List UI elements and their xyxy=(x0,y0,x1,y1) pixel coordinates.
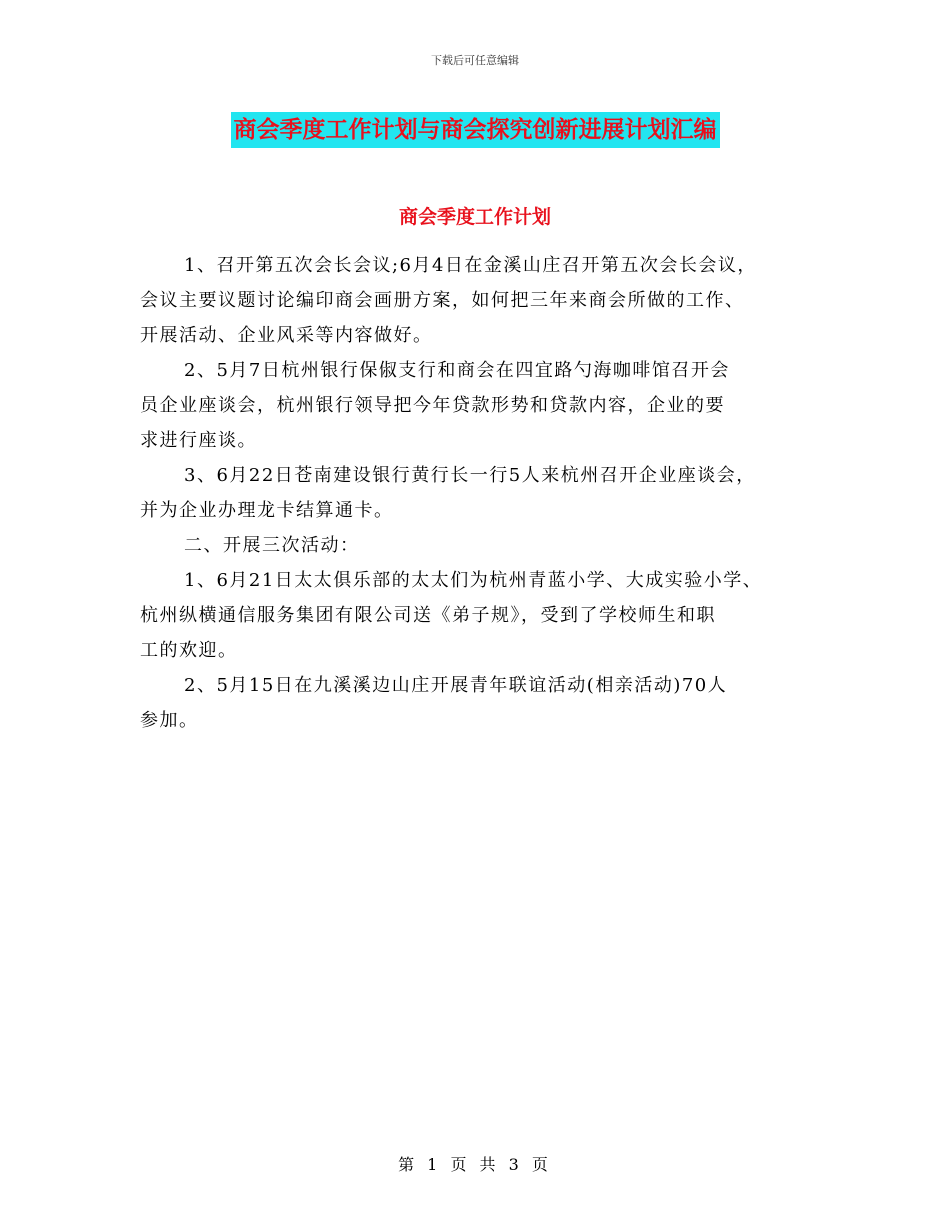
paragraph-line: 3、6月22日苍南建设银行黄行长一行5人来杭州召开企业座谈会， xyxy=(184,465,756,486)
paragraph-line: 会议主要议题讨论编印商会画册方案，如何把三年来商会所做的工作、 xyxy=(140,290,745,311)
paragraph-line: 开展活动、企业风采等内容做好。 xyxy=(140,325,433,346)
paragraph-line: 工的欢迎。 xyxy=(140,640,238,661)
paragraph xyxy=(140,668,820,738)
section-title: 商会季度工作计划 xyxy=(398,206,551,228)
paragraph-line: 2、5月15日在九溪溪边山庄开展青年联谊活动(相亲活动)70人 xyxy=(184,675,728,696)
main-title-wrap xyxy=(0,112,950,148)
header-note: 下载后可任意编辑 xyxy=(431,54,519,67)
paragraph xyxy=(140,248,820,353)
paragraph-line: 2、5月7日杭州银行保俶支行和商会在四宜路勺海咖啡馆召开会 xyxy=(184,360,730,381)
paragraph-line: 1、6月21日太太俱乐部的太太们为杭州青蓝小学、大成实验小学、 xyxy=(184,570,763,591)
paragraph xyxy=(140,353,820,458)
page-footer: 第 1 页 共 3 页 xyxy=(398,1155,552,1174)
paragraph-line: 二、开展三次活动： xyxy=(184,535,360,556)
main-title: 商会季度工作计划与商会探究创新进展计划汇编 xyxy=(231,112,720,148)
paragraph-line: 杭州纵横通信服务集团有限公司送《弟子规》，受到了学校师生和职 xyxy=(140,605,716,626)
paragraph-line: 求进行座谈。 xyxy=(140,430,257,451)
paragraph-line: 并为企业办理龙卡结算通卡。 xyxy=(140,500,394,521)
paragraph xyxy=(140,563,820,668)
paragraph xyxy=(140,458,820,528)
document-body xyxy=(140,248,820,738)
paragraph xyxy=(140,528,820,563)
paragraph-line: 1、召开第五次会长会议;6月4日在金溪山庄召开第五次会长会议， xyxy=(184,255,757,276)
paragraph-line: 参加。 xyxy=(140,710,199,731)
paragraph-line: 员企业座谈会，杭州银行领导把今年贷款形势和贷款内容，企业的要 xyxy=(140,395,725,416)
